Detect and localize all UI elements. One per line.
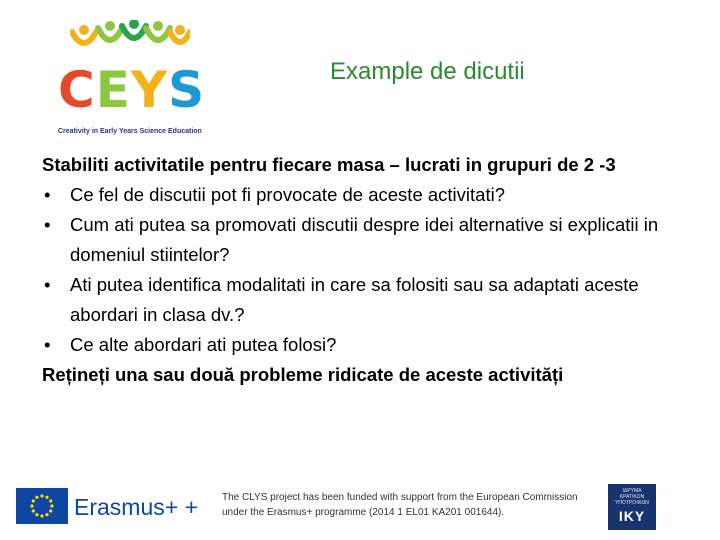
outro-text: Rețineți una sau două probleme ridicate de aceste activități <box>42 364 564 385</box>
bullet-symbol: • <box>44 214 51 235</box>
ceys-logo <box>52 20 212 135</box>
bullet-text: Ce fel de discutii pot fi provocate de aceste activitati? <box>70 184 505 205</box>
logo-letter-c: C <box>58 61 96 119</box>
logo-letter-y: Y <box>130 61 169 119</box>
logo-letter-s: S <box>168 61 206 119</box>
bullet-text: Ce alte abordari ati putea folosi? <box>70 334 337 355</box>
iky-logo <box>608 484 656 530</box>
logo-letter-e: E <box>95 61 131 119</box>
eu-flag-icon <box>16 488 68 524</box>
iky-label: IKY <box>618 508 646 524</box>
footer <box>0 476 720 540</box>
bullet-symbol: • <box>44 274 51 295</box>
bullet-item <box>42 270 692 330</box>
slide-content <box>42 150 692 390</box>
bullet-list <box>42 180 692 360</box>
bullet-item <box>42 180 692 210</box>
bullet-item <box>42 210 692 270</box>
intro-text: Stabiliti activitatile pentru fiecare masa – lucrati in grupuri de 2 -3 <box>42 154 616 175</box>
bullet-text: Ati putea identifica modalitati in care sa folositi sau sa adaptati aceste abordari in clasa dv.? <box>70 274 639 325</box>
ceys-wordmark <box>58 60 205 120</box>
erasmus-label: Erasmus+ + <box>74 494 198 520</box>
bullet-symbol: • <box>44 184 51 205</box>
bullet-text: Cum ati putea sa promovati discutii despre idei alternative si explicatii in domeniul stiintelor? <box>70 214 659 265</box>
bullet-symbol: • <box>44 334 51 355</box>
bullet-item <box>42 330 692 360</box>
slide-title: Example de dicutii <box>330 58 525 85</box>
funding-disclaimer: The CLYS project has been funded with support from the European Commission under the Erasmus+ programme (2014 1 EL01 KA201 001644). <box>222 492 578 518</box>
logo-tagline: Creativity in Early Years Science Education <box>58 128 202 135</box>
iky-small-text: ΙΔΡΥΜΑ ΚΡΑΤΙΚΩΝ ΥΠΟΤΡΟΦΙΩΝ <box>615 488 649 506</box>
children-figures-icon <box>70 20 190 60</box>
